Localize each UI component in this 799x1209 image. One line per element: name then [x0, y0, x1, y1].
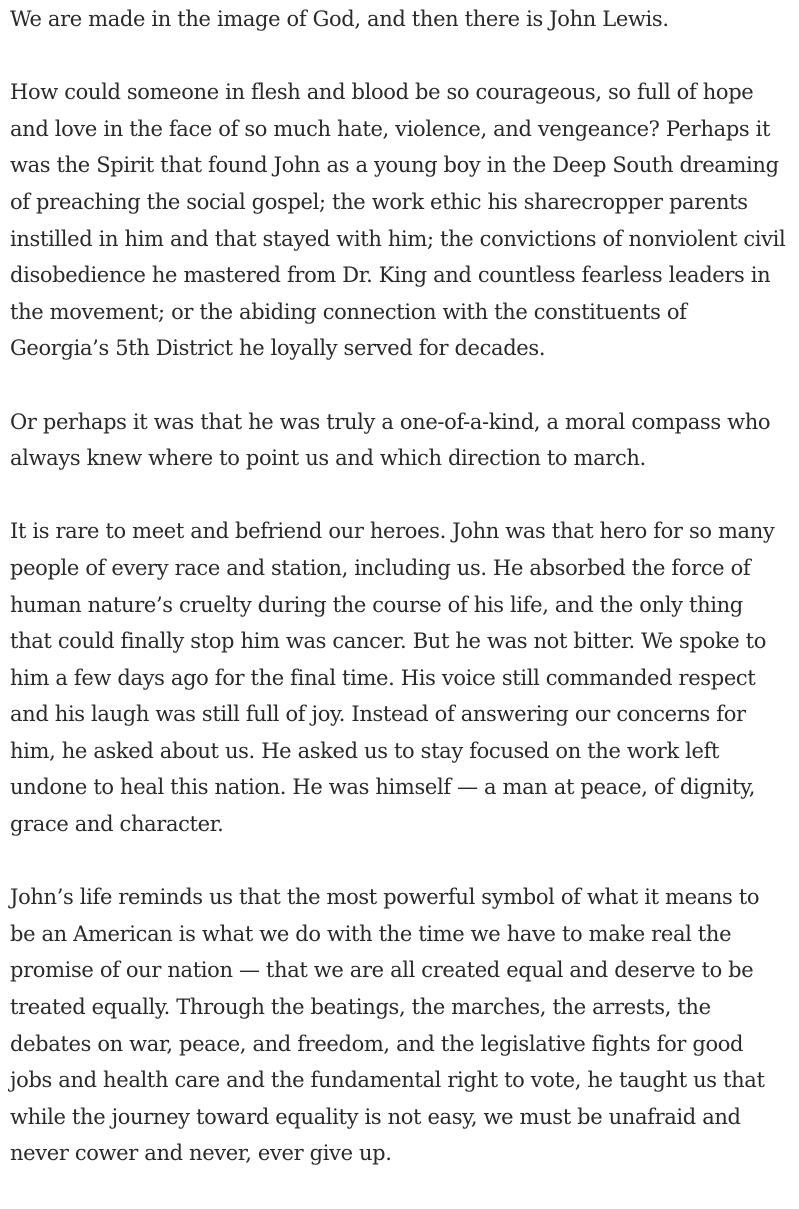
article-paragraph-5: John’s life reminds us that the most powerful symbol of what it means to be an American is what we do with the time we have to make real the promise of our nation — that we are all created equal and deserve to be treated equally. Through the beatings, the marches, the arrests, the debates on war, peace, and freedom, and the legislative fights for good jobs and health care and the fundamental right to vote, he taught us that while the journey toward equality is not easy, we must be unafraid and never cower and never, ever give up.: [10, 885, 765, 1166]
article-paragraph-4: It is rare to meet and befriend our heroes. John was that hero for so many people of every race and station, including us. He absorbed the force of human nature’s cruelty during the course of his life, and the only thing that could finally stop him was cancer. But he was not bitter. We spoke to him a few days ago for the final time. His voice still commanded respect and his laugh was still full of joy. Instead of answering our concerns for him, he asked about us. He asked us to stay focused on the work left undone to heal this nation. He was himself — a man at peace, of dignity, grace and character.: [10, 519, 775, 837]
article-paragraph-2: How could someone in flesh and blood be so courageous, so full of hope and love in the face of so much hate, violence, and vengeance? Perhaps it was the Spirit that found John as a young boy in the Deep South dreaming of preaching the social gospel; the work ethic his sharecropper parents instilled in him and that stayed with him; the convictions of nonviolent civil disobedience he mastered from Dr. King and countless fearless leaders in the movement; or the abiding connection with the constituents of Georgia’s 5th District he loyally served for decades.: [10, 80, 786, 361]
article-paragraph-1: We are made in the image of God, and then there is John Lewis.: [10, 7, 669, 31]
article-paragraph-3: Or perhaps it was that he was truly a one-of-a-kind, a moral compass who always knew where to point us and which direction to march.: [10, 409, 771, 471]
article-body: [10, 0, 790, 1209]
